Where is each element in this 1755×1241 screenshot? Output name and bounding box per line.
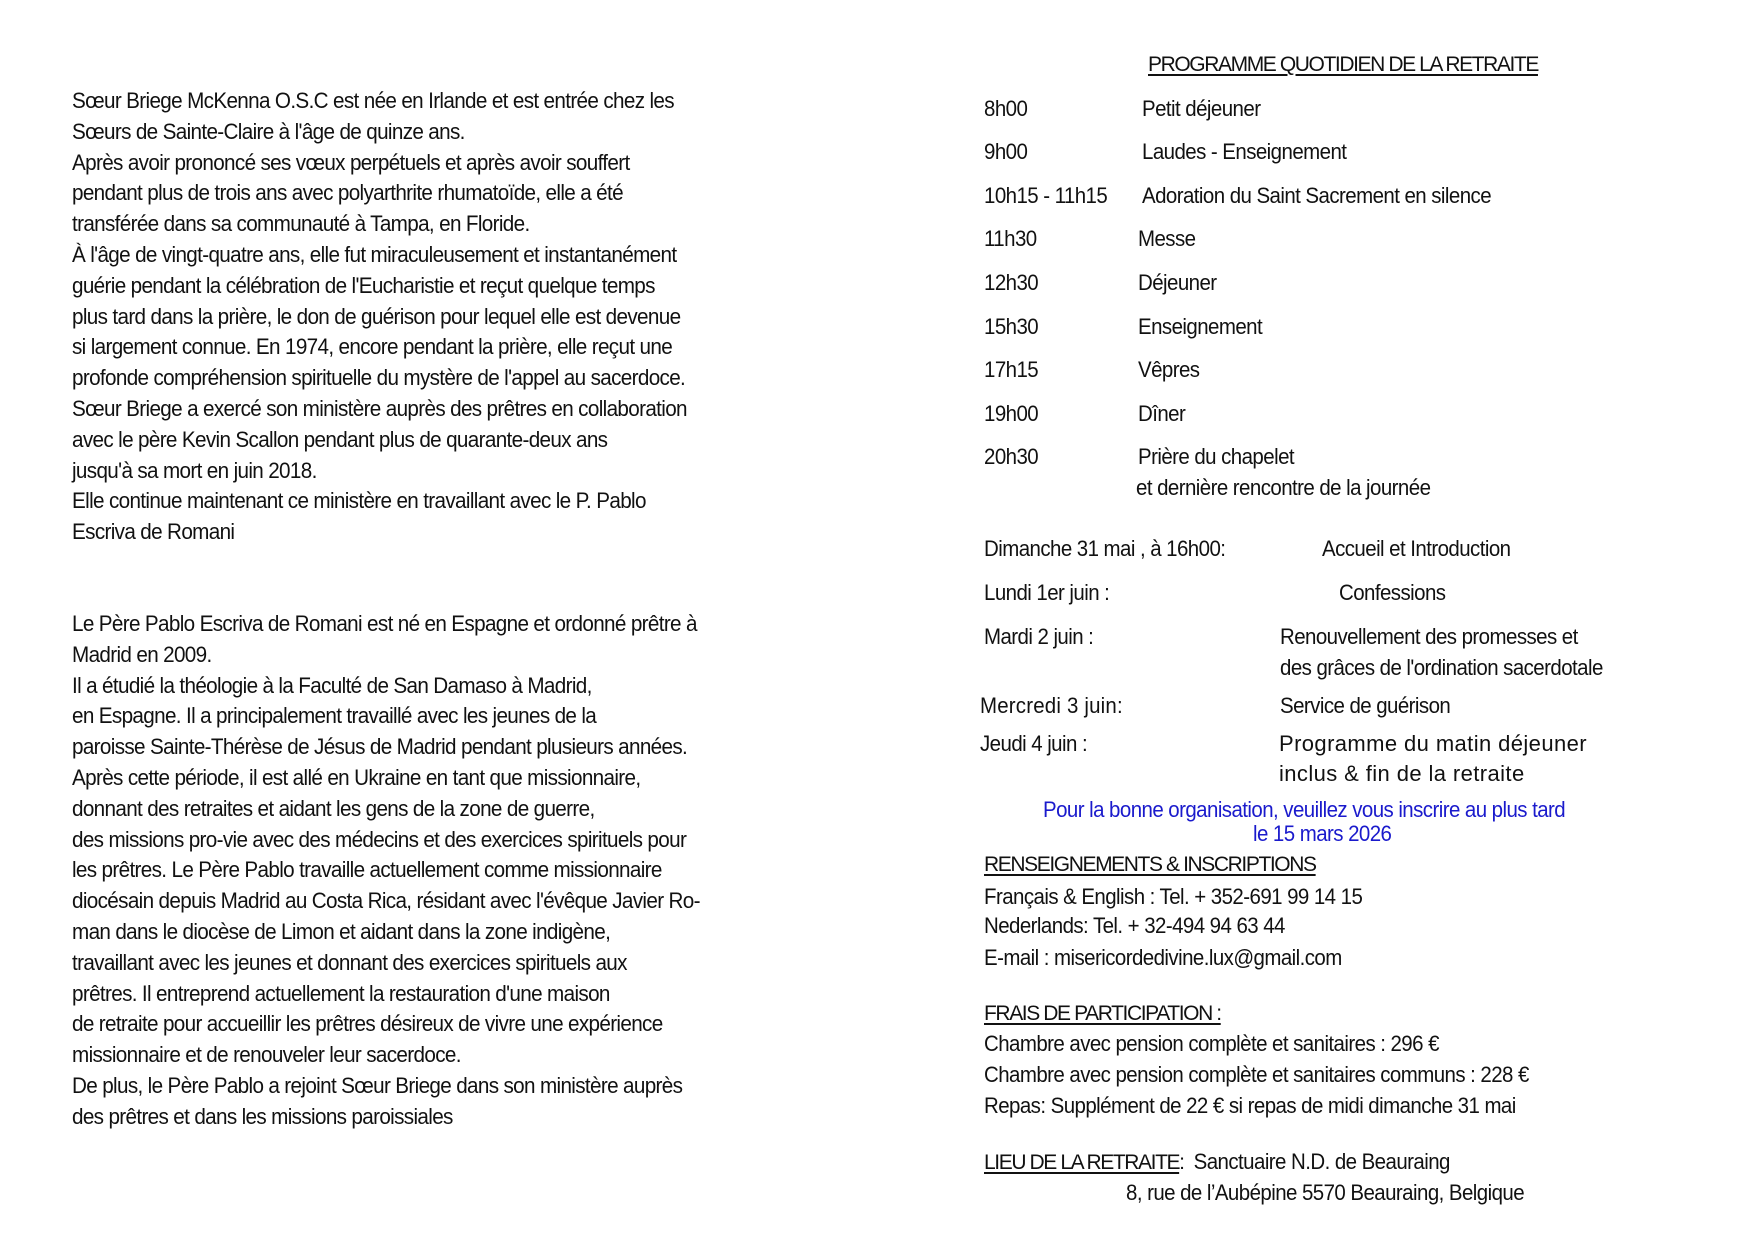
day-label: Mardi 2 juin :	[984, 624, 1094, 649]
schedule-time: 10h15 - 11h15	[984, 183, 1108, 208]
schedule-activity: Dîner	[1138, 401, 1186, 426]
paragraph-gap	[72, 548, 832, 609]
day-event: Programme du matin déjeuner	[1279, 731, 1587, 756]
bio-line: des prêtres et dans les missions paroissiales	[72, 1103, 453, 1129]
schedule-time: 12h30	[984, 270, 1039, 295]
contact-email[interactable]: E-mail : misericordedivine.lux@gmail.com	[984, 945, 1342, 970]
bio-line: pendant plus de trois ans avec polyarthrite rhumatoïde, elle a été	[72, 180, 623, 206]
schedule-activity: Vêpres	[1138, 357, 1200, 382]
fee-line: Repas: Supplément de 22 € si repas de midi dimanche 31 mai	[984, 1093, 1516, 1118]
bio-line: transférée dans sa communauté à Tampa, en Floride.	[72, 211, 530, 237]
bio-sister-briege	[72, 86, 832, 548]
venue-address: 8, rue de l’Aubépine 5570 Beauraing, Belgique	[1126, 1180, 1525, 1205]
schedule-time: 19h00	[984, 401, 1039, 426]
bio-line: paroisse Sainte-Thérèse de Jésus de Madrid pendant plusieurs années.	[72, 734, 688, 760]
bio-line: plus tard dans la prière, le don de guérison pour lequel elle est devenue	[72, 303, 681, 329]
day-event-continued: inclus & fin de la retraite	[1279, 761, 1525, 786]
bio-line: À l'âge de vingt-quatre ans, elle fut miraculeusement et instantanément	[72, 241, 677, 267]
bio-line: De plus, le Père Pablo a rejoint Sœur Briege dans son ministère auprès	[72, 1072, 683, 1098]
day-label: Jeudi 4 juin :	[980, 731, 1088, 756]
schedule-time: 9h00	[984, 139, 1028, 164]
day-event-continued: des grâces de l'ordination sacerdotale	[1280, 655, 1603, 680]
schedule-activity: Messe	[1138, 226, 1196, 251]
fee-line: Chambre avec pension complète et sanitaires : 296 €	[984, 1031, 1439, 1056]
left-column-biographies	[72, 86, 832, 1133]
schedule-activity: Petit déjeuner	[1142, 96, 1261, 121]
day-event: Service de guérison	[1280, 693, 1451, 718]
bio-line: Elle continue maintenant ce ministère en travaillant avec le P. Pablo	[72, 488, 646, 514]
bio-line: en Espagne. Il a principalement travaillé avec les jeunes de la	[72, 703, 597, 729]
schedule-time: 11h30	[984, 226, 1037, 251]
bio-line: si largement connue. En 1974, encore pendant la prière, elle reçut une	[72, 334, 673, 360]
bio-line: Sœur Briege McKenna O.S.C est née en Irlande et est entrée chez les	[72, 88, 674, 113]
fees-title: FRAIS DE PARTICIPATION :	[984, 1002, 1221, 1025]
bio-line: Après avoir prononcé ses vœux perpétuels et après avoir souffert	[72, 149, 630, 175]
bio-line: profonde compréhension spirituelle du mystère de l'appel au sacerdoce.	[72, 365, 686, 391]
venue-separator: :	[1179, 1151, 1184, 1174]
bio-line: Après cette période, il est allé en Ukraine en tant que missionnaire,	[72, 764, 641, 790]
bio-line: prêtres. Il entreprend actuellement la restauration d'une maison	[72, 980, 610, 1006]
schedule-time: 20h30	[984, 444, 1039, 469]
bio-line: avec le père Kevin Scallon pendant plus de quarante-deux ans	[72, 426, 608, 452]
bio-line: des missions pro-vie avec des médecins et des exercices spirituels pour	[72, 826, 687, 852]
day-label: Lundi 1er juin :	[984, 580, 1110, 605]
contact-title: RENSEIGNEMENTS & INSCRIPTIONS	[984, 853, 1316, 876]
schedule-activity-continued: et dernière rencontre de la journée	[1136, 475, 1431, 500]
schedule-time: 15h30	[984, 314, 1039, 339]
bio-line: diocésain depuis Madrid au Costa Rica, résidant avec l'évêque Javier Ro-	[72, 888, 700, 914]
schedule-activity: Adoration du Saint Sacrement en silence	[1142, 183, 1492, 208]
bio-line: Sœur Briege a exercé son ministère auprès des prêtres en collaboration	[72, 395, 687, 421]
program-title: PROGRAMME QUOTIDIEN DE LA RETRAITE	[1148, 53, 1538, 76]
bio-line: donnant des retraites et aidant les gens de la zone de guerre,	[72, 795, 595, 821]
contact-phone-nl: Nederlands: Tel. + 32-494 94 63 44	[984, 913, 1285, 938]
registration-deadline-date: le 15 mars 2026	[1253, 821, 1392, 846]
bio-line: travaillant avec les jeunes et donnant des exercices spirituels aux	[72, 949, 627, 975]
schedule-activity: Enseignement	[1138, 314, 1263, 339]
venue-name: Sanctuaire N.D. de Beauraing	[1193, 1149, 1450, 1174]
venue-line	[984, 1149, 1459, 1176]
day-event: Confessions	[1339, 580, 1446, 605]
contact-phone-fr-en: Français & English : Tel. + 352-691 99 14 15	[984, 884, 1363, 909]
day-event: Accueil et Introduction	[1322, 536, 1511, 561]
bio-line: missionnaire et de renouveler leur sacerdoce.	[72, 1042, 461, 1068]
bio-line: man dans le diocèse de Limon et aidant dans la zone indigène,	[72, 918, 611, 944]
bio-line: guérie pendant la célébration de l'Eucharistie et reçut quelque temps	[72, 272, 655, 298]
bio-line: jusqu'à sa mort en juin 2018.	[72, 457, 317, 483]
registration-deadline-note: Pour la bonne organisation, veuillez vous inscrire au plus tard	[1043, 797, 1566, 822]
schedule-activity: Prière du chapelet	[1138, 444, 1295, 469]
bio-line: Madrid en 2009.	[72, 641, 212, 667]
schedule-activity: Laudes - Enseignement	[1142, 139, 1347, 164]
bio-line: de retraite pour accueillir les prêtres désireux de vivre une expérience	[72, 1011, 663, 1037]
bio-line: Le Père Pablo Escriva de Romani est né en Espagne et ordonné prêtre à	[72, 610, 697, 636]
day-event: Renouvellement des promesses et	[1280, 624, 1578, 649]
schedule-activity: Déjeuner	[1138, 270, 1217, 295]
bio-line: Sœurs de Sainte-Claire à l'âge de quinze ans.	[72, 118, 465, 144]
bio-line: les prêtres. Le Père Pablo travaille actuellement comme missionnaire	[72, 857, 662, 883]
schedule-time: 17h15	[984, 357, 1039, 382]
day-label: Dimanche 31 mai , à 16h00:	[984, 536, 1226, 561]
day-label: Mercredi 3 juin:	[980, 693, 1123, 718]
bio-line: Escriva de Romani	[72, 519, 235, 545]
fee-line: Chambre avec pension complète et sanitaires communs : 228 €	[984, 1062, 1529, 1087]
venue-title: LIEU DE LA RETRAITE	[984, 1151, 1180, 1174]
schedule-time: 8h00	[984, 96, 1028, 121]
bio-line: Il a étudié la théologie à la Faculté de San Damaso à Madrid,	[72, 672, 592, 698]
bio-father-pablo	[72, 609, 832, 1133]
